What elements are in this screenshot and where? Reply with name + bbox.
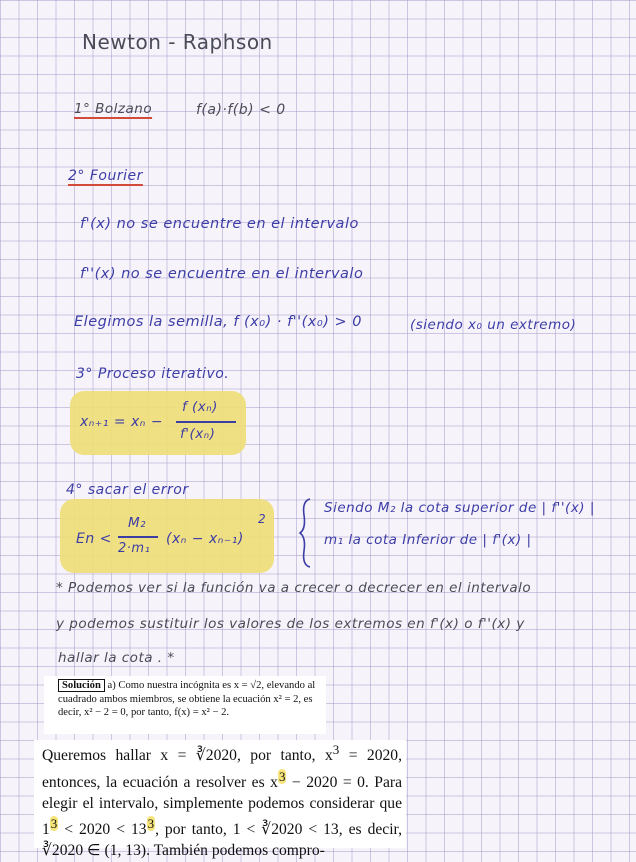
iteration-denominator: f'(xₙ)	[180, 426, 216, 442]
step1-heading: 1° Bolzano	[74, 101, 153, 117]
error-note-2: m₁ la cota Inferior de | f'(x) |	[324, 532, 532, 548]
error-denominator: 2·m₁	[118, 541, 151, 556]
excerpt-part-5: , por tanto, 1 < ∛2020 < 13, es decir, ∛2020 ∈ (1, 13). También podemos compro-	[42, 821, 403, 859]
iteration-lhs: xₙ₊₁ = xₙ −	[80, 414, 164, 430]
solution-tag: Solución	[58, 679, 105, 692]
excerpt-part-3: − 2020 = 0. Para elegir el intervalo, simplemente podemos considerar que 1	[42, 773, 403, 839]
step1-formula: f(a)·f(b) < 0	[196, 102, 286, 118]
error-numerator: M₂	[128, 515, 147, 531]
fourier-line-2: f''(x) no se encuentre en el intervalo	[80, 266, 364, 282]
error-exponent: 2	[258, 512, 267, 526]
error-fraction-bar	[118, 536, 158, 538]
remark-line-3: hallar la cota . *	[58, 650, 175, 666]
excerpt-part-2: = 2020, entonces, la ecuación a resolver es x	[42, 747, 402, 791]
page-title: Newton - Raphson	[82, 30, 273, 54]
excerpt-part-4: < 2020 < 13	[58, 821, 147, 839]
solution-text: a) Como nuestra incógnita es x = √2, elevando al cuadrado ambos miembros, se obtiene la ecuación x² = 2, es decir, x² − 2 = 0, por tanto, f(x) = x² − 2.	[58, 680, 316, 718]
step2-heading: 2° Fourier	[68, 168, 143, 184]
error-en: En <	[76, 531, 112, 547]
excerpt-sup-4: 3	[147, 816, 155, 832]
excerpt-part-1: Queremos hallar x = ∛2020, por tanto, x	[42, 747, 333, 765]
step3-heading: 3° Proceso iterativo.	[76, 366, 230, 382]
error-difference: (xₙ − xₙ₋₁)	[166, 531, 244, 547]
excerpt-paragraph	[34, 740, 406, 859]
fourier-line-1: f'(x) no se encuentre en el intervalo	[80, 216, 359, 232]
remark-line-2: y podemos sustituir los valores de los extremos en f'(x) o f''(x) y	[56, 616, 525, 632]
iteration-numerator: f (xₙ)	[182, 399, 218, 415]
solution-snippet	[44, 676, 326, 734]
fourier-line-3: Elegimos la semilla, f (x₀) · f''(x₀) > 0	[74, 314, 362, 330]
excerpt-sup-1: 3	[332, 742, 340, 757]
error-note-1: Siendo M₂ la cota superior de | f''(x) |	[324, 500, 595, 516]
brace-icon	[298, 497, 312, 569]
step4-heading: 4° sacar el error	[66, 482, 189, 498]
iteration-fraction-bar	[176, 421, 236, 423]
excerpt-sup-3: 3	[50, 816, 58, 832]
remark-line-1: * Podemos ver si la función va a crecer o decrecer en el intervalo	[56, 580, 532, 596]
excerpt-sup-2: 3	[278, 768, 286, 784]
fourier-note: (siendo x₀ un extremo)	[410, 317, 577, 333]
